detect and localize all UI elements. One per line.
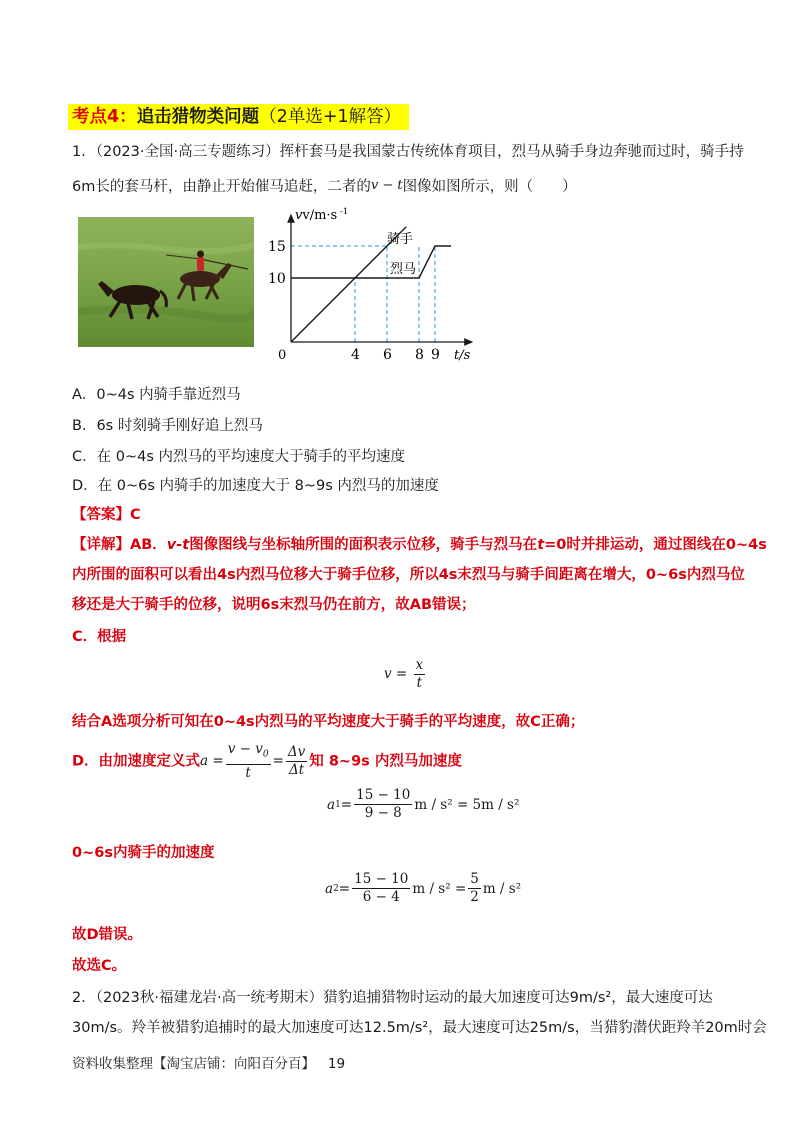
horse-riding-photo [78,217,254,347]
answer-label: 【答案】C [72,507,141,523]
horse-label: 烈马 [390,262,417,277]
q1-line1-text: （2023·全国·高三专题练习）挥杆套马是我国蒙古传统体育项目，烈马从骑手身边奔驰而过时，骑手持 [95,144,744,160]
chart-top-mask [401,205,461,227]
x-tick-label-9: 9 [431,347,440,363]
x-tick-label-8: 8 [415,347,424,363]
q1-line2: 6m长的套马杆，由静止开始催马追赶，二者的v − t图像如图所示，则（ ） [72,178,577,195]
q1-option-d: D．在 0~6s 内骑手的加速度大于 8~9s 内烈马的加速度 [72,478,439,494]
equation-acc-def: a = $\frac{v - v_0}{t}$ = $\frac{\Delta v}{\Delta t}$ [200,741,306,781]
q2-line1: 2．（2023秋·福建龙岩·高一统考期末）猎豹追捕猎物时运动的最大加速度可达9m/s²，最大速度可达 [72,990,713,1006]
q1-line1 [72,142,744,162]
origin-label: 0 [278,348,287,363]
section-title [68,104,409,130]
x-axis-label: t/s [454,348,471,363]
detail-line2: 内所围的面积可以看出4s内烈马位移大于骑手位移，所以4s末烈马与骑手间距离在增大，0~6s内烈马位 [72,567,745,583]
detail-line3: 移还是大于骑手的位移，说明6s末烈马仍在前方，故AB错误； [72,597,476,613]
section-title-lead: 考点4： [72,107,137,127]
section-title-main: 追击猎物类问题 [136,107,260,127]
detail-c-label: C．根据 [72,629,127,645]
q2-number: 2． [72,990,96,1006]
x-tick-label-4: 4 [351,347,360,363]
detail-line1: 【详解】AB．v-t图像图线与坐标轴所围的面积表示位移，骑手与烈马在t=0时并排运动，通过图线在0~4s [72,537,767,553]
page-number: 19 [327,1056,346,1072]
y-axis-exp: -1 [340,207,349,217]
page-footer [72,1052,345,1072]
chart-series [291,205,461,342]
rider-label: 骑手 [387,232,414,247]
detail-c-conclusion: 结合A选项分析可知在0~4s内烈马的平均速度大于骑手的平均速度，故C正确； [72,714,585,730]
y-tick-label-10: 10 [268,271,286,287]
section-title-paren: （2单选+1解答） [259,107,402,127]
q1-option-b: B．6s 时刻骑手刚好追上烈马 [72,418,263,434]
footer-text: 资料收集整理【淘宝店铺：向阳百分百】 [72,1056,315,1072]
detail-final: 故选C。 [72,958,127,974]
y-tick-label-15: 15 [268,239,286,255]
q1-number: 1． [72,144,96,160]
chart-guide-lines [291,246,435,342]
equation-a1: a 1 = $\frac{15 - 10}{9 - 8}$ m / s² = 5m / s² [327,787,520,821]
x-tick-label-6: 6 [383,347,392,363]
equation-v: v = $\frac{x}{t}$ [384,657,424,691]
detail-d-line: D．由加速度定义式 a = $\frac{v - v_0}{t}$ = $\frac{\Delta v}{\Delta t}$ 知 8~9s 内烈马加速度 [72,741,462,781]
q1-option-c: C．在 0~4s 内烈马的平均速度大于骑手的平均速度 [72,449,405,465]
vt-chart [264,205,484,367]
chart-ticks [268,239,440,363]
q1-option-a: A．0~4s 内骑手靠近烈马 [72,387,241,403]
q2-line2: 30m/s。羚羊被猎豹追捕时的最大加速度可达12.5m/s²，最大速度可达25m/s，当猎豹潜伏距羚羊20m时会 [72,1020,767,1036]
equation-a2: a 2 = $\frac{15 - 10}{6 - 4}$ m / s² = $\frac{5}{2}$ m / s² [325,871,522,905]
y-axis-label-text: v/m·s [302,208,338,223]
y-axis-label: vv/m·s [295,208,338,223]
detail-d-conclusion: 故D错误。 [72,927,143,943]
detail-rider-acc-label: 0~6s内骑手的加速度 [72,845,215,861]
